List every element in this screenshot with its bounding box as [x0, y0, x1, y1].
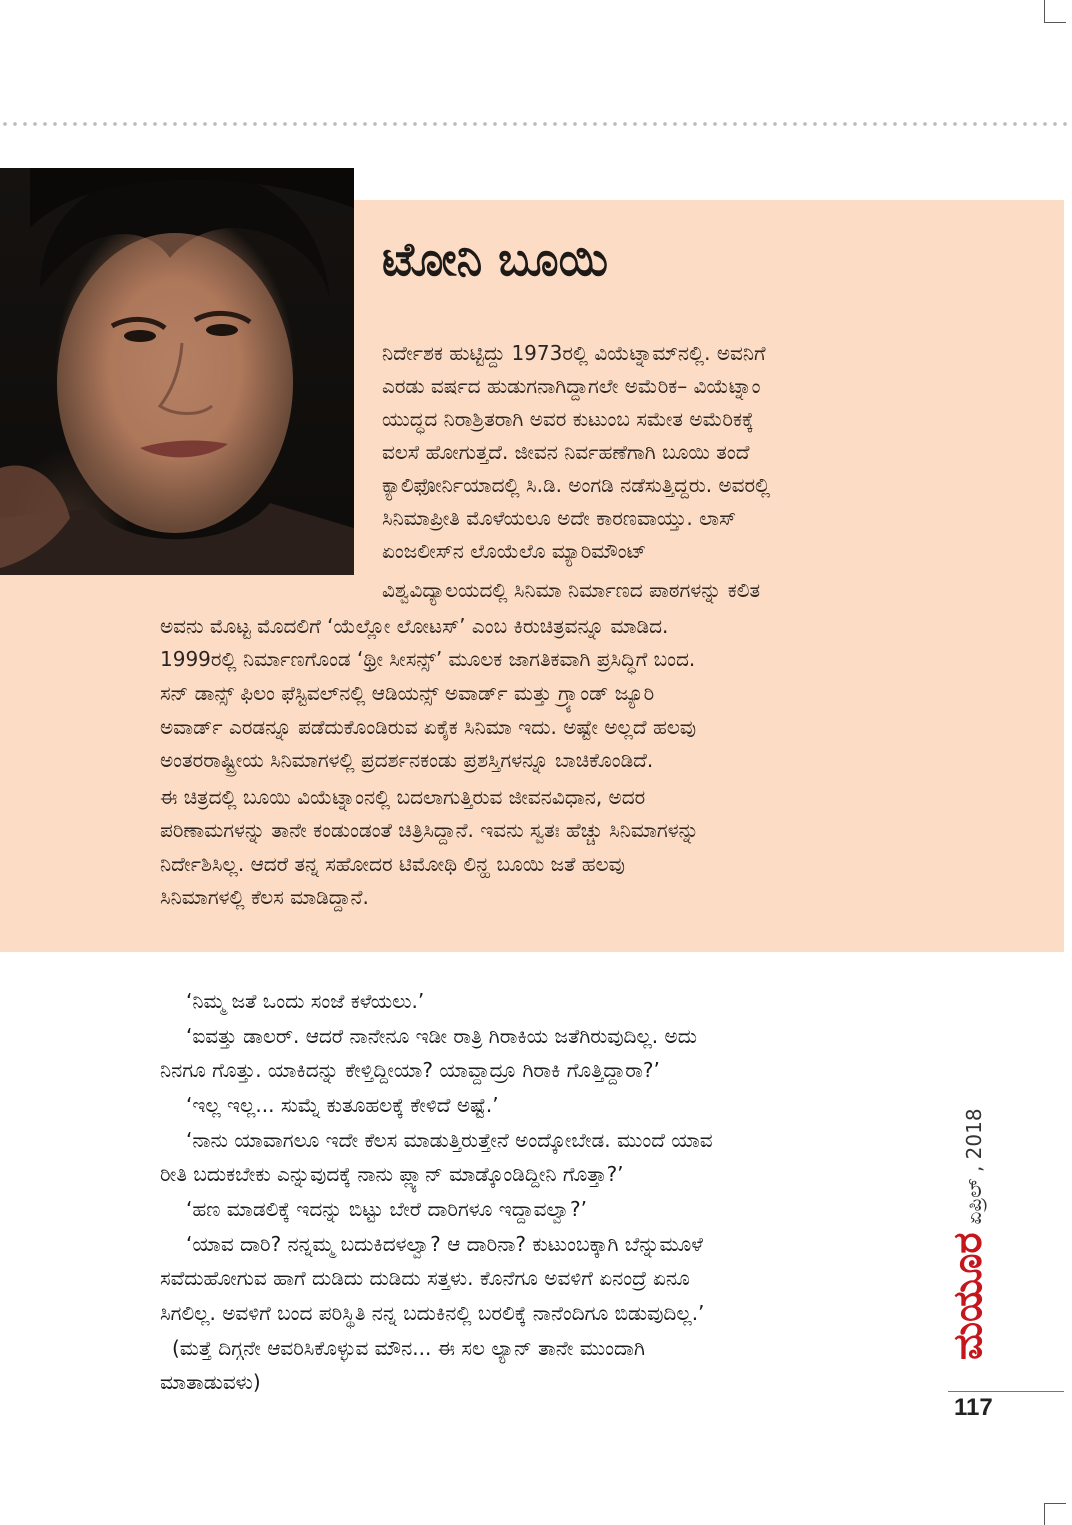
story-line: ಮಾತಾಡುವಳು)	[160, 1370, 261, 1394]
crop-mark-bottom	[1044, 1503, 1045, 1525]
profile-line: ಅಂತರರಾಷ್ಟ್ರೀಯ ಸಿನಿಮಾಗಳಲ್ಲಿ ಪ್ರದರ್ಶನಕಂಡು ಪ್ರಶಸ್ತಿಗಳನ್ನೂ ಬಾಚಿಕೊಂಡಿದೆ.	[160, 748, 654, 772]
profile-line: ಯುದ್ಧದ ನಿರಾಶ್ರಿತರಾಗಿ ಅವರ ಕುಟುಂಬ ಸಮೇತ ಅಮೆರಿಕಕ್ಕೆ	[382, 407, 754, 431]
dotted-separator	[0, 121, 1072, 127]
profile-title: ಟೋನಿ ಬೂಯಿ	[382, 232, 609, 286]
page-number-rule	[948, 1391, 1064, 1392]
profile-line: ಏಂಜಲೀಸ್‌ನ ಲೊಯೆಲೊ ಮ್ಯಾರಿಮೌಂಟ್	[382, 539, 647, 563]
profile-line: ಪರಿಣಾಮಗಳನ್ನು ತಾನೇ ಕಂಡುಂಡಂತೆ ಚಿತ್ರಿಸಿದ್ದಾನೆ. ಇವನು ಸ್ವತಃ ಹೆಚ್ಚು ಸಿನಿಮಾಗಳನ್ನು	[160, 818, 699, 842]
story-line: ‘ಐವತ್ತು ಡಾಲರ್. ಆದರೆ ನಾನೇನೂ ಇಡೀ ರಾತ್ರಿ ಗಿರಾಕಿಯ ಜತೆಗಿರುವುದಿಲ್ಲ. ಅದು	[186, 1024, 697, 1048]
story-line: ‘ಯಾವ ದಾರಿ? ನನ್ನಮ್ಮ ಬದುಕಿದಳಲ್ವಾ? ಆ ದಾರಿನಾ? ಕುಟುಂಬಕ್ಕಾಗಿ ಬೆನ್ನುಮೂಳೆ	[186, 1232, 703, 1256]
story-line: ‘ಹಣ ಮಾಡಲಿಕ್ಕೆ ಇದನ್ನು ಬಿಟ್ಟು ಬೇರೆ ದಾರಿಗಳೂ ಇದ್ದಾವಲ್ವಾ?’	[186, 1197, 587, 1221]
profile-line: 1999ರಲ್ಲಿ ನಿರ್ಮಾಣಗೊಂಡ ‘ಥ್ರೀ ಸೀಸನ್ಸ್’ ಮೂಲಕ ಜಾಗತಿಕವಾಗಿ ಪ್ರಸಿದ್ಧಿಗೆ ಬಂದ.	[160, 647, 696, 671]
story-line: ‘ಇಲ್ಲ ಇಲ್ಲ... ಸುಮ್ನೆ ಕುತೂಹಲಕ್ಕೆ ಕೇಳಿದೆ ಅಷ್ಟೆ.’	[186, 1093, 499, 1117]
profile-line: ವಲಸೆ ಹೋಗುತ್ತದೆ. ಜೀವನ ನಿರ್ವಹಣೆಗಾಗಿ ಬೂಯಿ ತಂದೆ	[382, 440, 750, 464]
story-line: ಸವೆದುಹೋಗುವ ಹಾಗೆ ದುಡಿದು ದುಡಿದು ಸತ್ತಳು. ಕೊನೆಗೂ ಅವಳಿಗೆ ಏನಂದ್ರೆ ಏನೂ	[160, 1266, 690, 1290]
story-line: ನಿನಗೂ ಗೊತ್ತು. ಯಾಕಿದನ್ನು ಕೇಳ್ತಿದ್ದೀಯಾ? ಯಾವ್ದಾದ್ರೂ ಗಿರಾಕಿ ಗೊತ್ತಿದ್ದಾರಾ?’	[160, 1058, 660, 1082]
crop-mark-top	[1044, 22, 1066, 23]
profile-line: ಸನ್ ಡಾನ್ಸ್ ಫಿಲಂ ಫೆಸ್ಟಿವಲ್‌ನಲ್ಲಿ ಆಡಿಯನ್ಸ್ ಅವಾರ್ಡ್ ಮತ್ತು ಗ್ರ್ಯಾಂಡ್ ಜ್ಯೂರಿ	[160, 681, 655, 705]
issue-date: ಏಪ್ರಿಲ್ , 2018	[962, 1108, 986, 1225]
profile-line: ನಿರ್ದೇಶಿಸಿಲ್ಲ. ಆದರೆ ತನ್ನ ಸಹೋದರ ಟಿಮೋಥಿ ಲಿನ್ಹ ಬೂಯಿ ಜತೆ ಹಲವು	[160, 852, 625, 876]
profile-line: ಸಿನಿಮಾಪ್ರೀತಿ ಮೊಳೆಯಲೂ ಅದೇ ಕಾರಣವಾಯ್ತು. ಲಾಸ್	[382, 506, 737, 530]
profile-line: ಈ ಚಿತ್ರದಲ್ಲಿ ಬೂಯಿ ವಿಯೆಟ್ನಾಂನಲ್ಲಿ ಬದಲಾಗುತ್ತಿರುವ ಜೀವನವಿಧಾನ, ಅದರ	[160, 785, 646, 809]
story-line: ಸಿಗಲಿಲ್ಲ. ಅವಳಿಗೆ ಬಂದ ಪರಿಸ್ಥಿತಿ ನನ್ನ ಬದುಕಿನಲ್ಲಿ ಬರಲಿಕ್ಕೆ ನಾನೆಂದಿಗೂ ಬಿಡುವುದಿಲ್ಲ.’	[160, 1301, 705, 1325]
crop-mark-top	[1044, 0, 1045, 22]
story-line: ‘ನಿಮ್ಮ ಜತೆ ಒಂದು ಸಂಜೆ ಕಳೆಯಲು.’	[186, 989, 425, 1013]
magazine-brand: ಮಯೂರ	[945, 1232, 991, 1360]
page-number: 117	[954, 1394, 993, 1421]
profile-line: ಅವನು ಮೊಟ್ಟ ಮೊದಲಿಗೆ ‘ಯೆಲ್ಲೋ ಲೋಟಸ್’ ಎಂಬ ಕಿರುಚಿತ್ರವನ್ನೂ ಮಾಡಿದ.	[160, 614, 669, 638]
story-line: ‘ನಾನು ಯಾವಾಗಲೂ ಇದೇ ಕೆಲಸ ಮಾಡುತ್ತಿರುತ್ತೇನೆ ಅಂದ್ಕೋಬೇಡ. ಮುಂದೆ ಯಾವ	[186, 1128, 713, 1152]
magazine-sidebar	[945, 1108, 1072, 1360]
profile-line: ಎರಡು ವರ್ಷದ ಹುಡುಗನಾಗಿದ್ದಾಗಲೇ ಅಮೆರಿಕ– ವಿಯೆಟ್ನಾಂ	[382, 374, 761, 398]
profile-line: ವಿಶ್ವವಿದ್ಯಾಲಯದಲ್ಲಿ ಸಿನಿಮಾ ನಿರ್ಮಾಣದ ಪಾಠಗಳನ್ನು ಕಲಿತ	[382, 578, 761, 602]
crop-mark-bottom	[1044, 1503, 1066, 1504]
story-line: ರೀತಿ ಬದುಕಬೇಕು ಎನ್ನುವುದಕ್ಕೆ ನಾನು ಪ್ಲ್ಯಾನ್ ಮಾಡ್ಕೊಂಡಿದ್ದೀನಿ ಗೊತ್ತಾ?’	[160, 1162, 624, 1186]
profile-line: ಕ್ಯಾಲಿಫೋರ್ನಿಯಾದಲ್ಲಿ ಸಿ.ಡಿ. ಅಂಗಡಿ ನಡೆಸುತ್ತಿದ್ದರು. ಅವರಲ್ಲಿ	[382, 473, 771, 497]
profile-line: ನಿರ್ದೇಶಕ ಹುಟ್ಟಿದ್ದು 1973ರಲ್ಲಿ ವಿಯೆಟ್ನಾಮ್‌ನಲ್ಲಿ. ಅವನಿಗೆ	[382, 341, 766, 365]
story-line: (ಮತ್ತೆ ದಿಗ್ಗನೇ ಆವರಿಸಿಕೊಳ್ಳುವ ಮೌನ... ಈ ಸಲ ಲ್ಯಾನ್ ತಾನೇ ಮುಂದಾಗಿ	[172, 1336, 645, 1360]
profile-line: ಅವಾರ್ಡ್ ಎರಡನ್ನೂ ಪಡೆದುಕೊಂಡಿರುವ ಏಕೈಕ ಸಿನಿಮಾ ಇದು. ಅಷ್ಟೇ ಅಲ್ಲದೆ ಹಲವು	[160, 715, 697, 739]
portrait-photo	[0, 168, 354, 575]
profile-line: ಸಿನಿಮಾಗಳಲ್ಲಿ ಕೆಲಸ ಮಾಡಿದ್ದಾನೆ.	[160, 885, 369, 909]
